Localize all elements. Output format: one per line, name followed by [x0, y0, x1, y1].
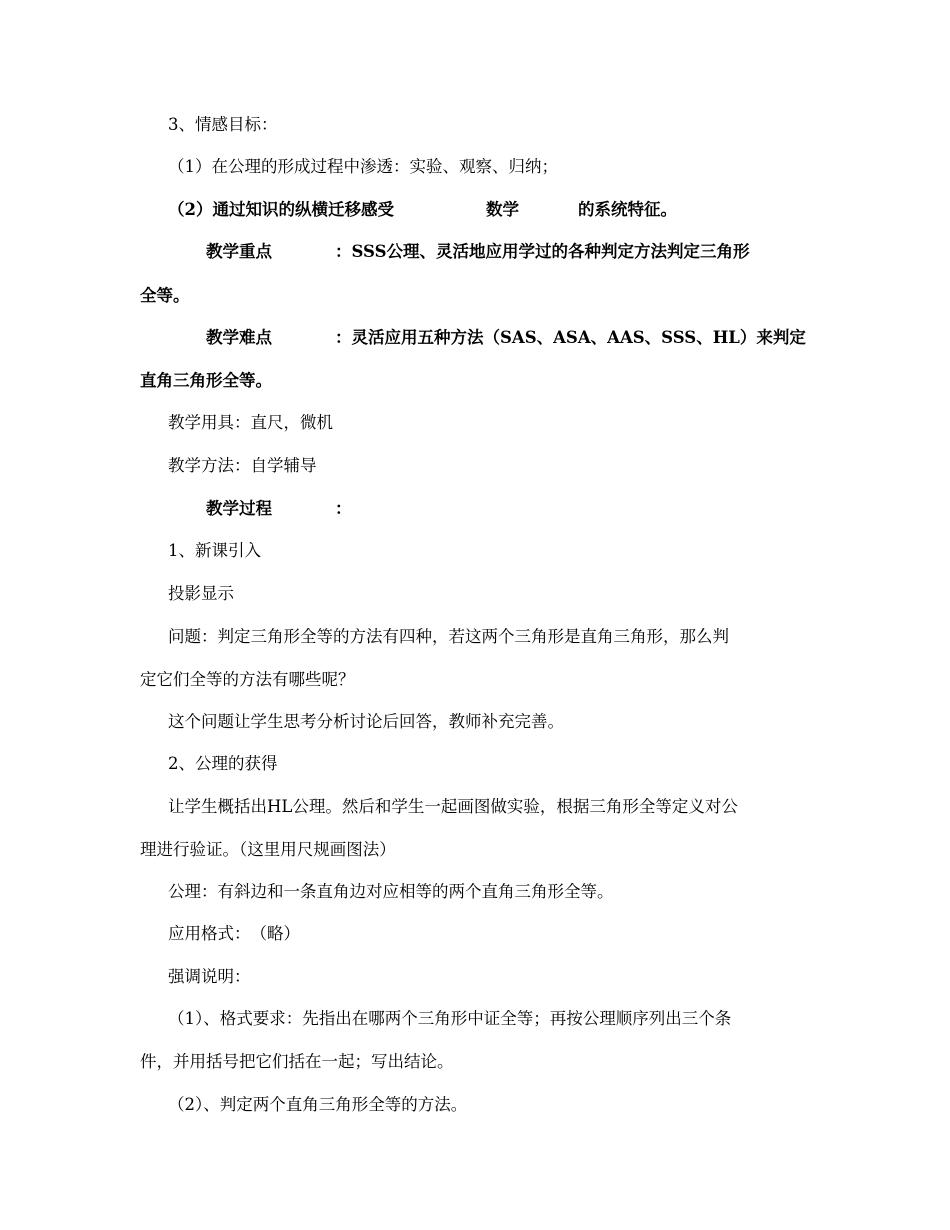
text: 强调说明：: [168, 967, 251, 986]
text: 2、公理的获得: [168, 754, 278, 773]
text: 教学用具：直尺，微机: [168, 413, 333, 432]
text: 3、情感目标：: [168, 115, 278, 134]
text: 全等。: [140, 286, 190, 305]
text: 让学生概括出HL公理。然后和学生一起画图做实验，根据三角形全等定义对公: [168, 797, 738, 816]
text: （2）、判定两个直角三角形全等的方法。: [168, 1095, 468, 1114]
text: 投影显示: [168, 584, 234, 603]
text: 定它们全等的方法有哪些呢？: [140, 670, 355, 689]
text: （1）在公理的形成过程中渗透：实验、观察、归纳；: [168, 157, 558, 176]
label: 教学过程: [206, 499, 272, 518]
text: 直角三角形全等。: [140, 371, 272, 390]
label: 教学难点: [206, 328, 272, 347]
text: 1、新课引入: [168, 541, 261, 560]
text: ：SSS公理、灵活地应用学过的各种判定方法判定三角形: [335, 242, 750, 261]
label: 教学重点: [206, 242, 272, 261]
text: 数学: [486, 200, 519, 219]
text: 这个问题让学生思考分析讨论后回答，教师补充完善。: [168, 712, 564, 731]
text: （1）、格式要求：先指出在哪两个三角形中证全等；再按公理顺序列出三个条: [168, 1009, 732, 1028]
text: （2）通过知识的纵横迁移感受: [168, 200, 394, 219]
text: 理进行验证。（这里用尺规画图法）: [140, 840, 396, 859]
text: ：灵活应用五种方法（SAS、ASA、AAS、SSS、HL）来判定: [335, 328, 806, 347]
text: 应用格式： （略）: [168, 924, 300, 943]
text: 件，并用括号把它们括在一起；写出结论。: [140, 1052, 454, 1071]
text: 公理：有斜边和一条直角边对应相等的两个直角三角形全等。: [168, 882, 614, 901]
text: ：: [335, 499, 352, 518]
text: 问题：判定三角形全等的方法有四种，若这两个三角形是直角三角形，那么判: [168, 627, 729, 646]
text: 教学方法：自学辅导: [168, 456, 317, 475]
text: 的系统特征。: [578, 200, 677, 219]
